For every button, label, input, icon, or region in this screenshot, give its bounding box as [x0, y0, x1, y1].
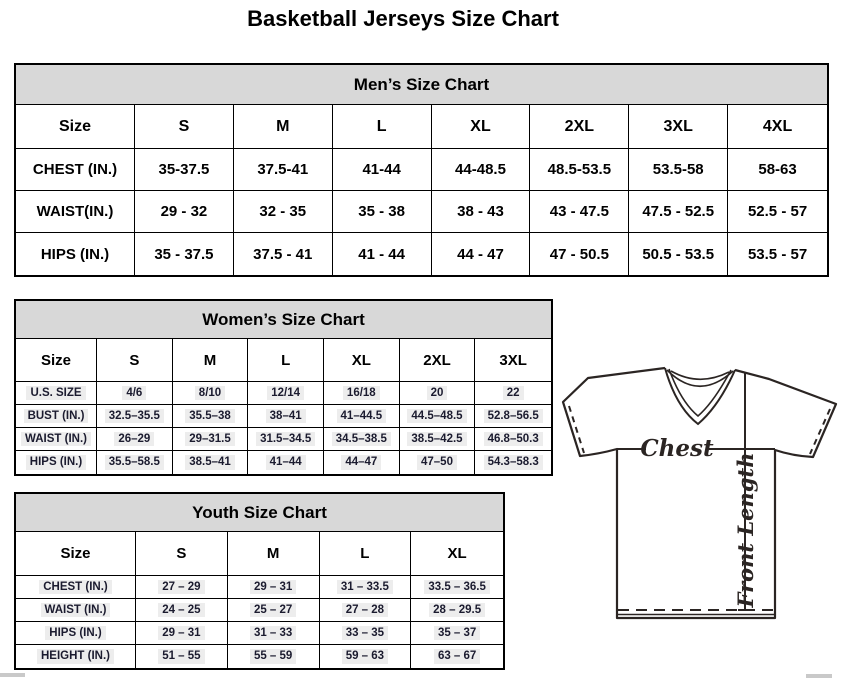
youth-header-cell: XL [411, 532, 503, 576]
youth-value-cell-text: 29 – 31 [158, 626, 204, 641]
mens-value-cell: 53.5 - 57 [747, 245, 808, 263]
youth-value-cell-text: 28 – 29.5 [429, 603, 485, 618]
youth-size-table [14, 492, 505, 670]
womens-value-cell-text: 22 [503, 386, 524, 401]
mens-value-cell: 48.5-53.5 [530, 149, 629, 191]
womens-size-table [14, 299, 553, 476]
womens-row-label-text: U.S. SIZE [26, 386, 85, 401]
youth-value-cell-text: 24 – 25 [158, 603, 204, 618]
mens-row-label: WAIST(IN.) [16, 191, 135, 233]
youth-value-cell [320, 599, 412, 622]
youth-value-cell [320, 622, 412, 645]
mens-row-label: CHEST (IN.) [16, 149, 135, 191]
youth-value-cell-text: 31 – 33 [250, 626, 296, 641]
youth-value-cell-text: 63 – 67 [434, 649, 480, 664]
youth-row-label-text: WAIST (IN.) [41, 603, 111, 618]
mens-header-cell: M [234, 105, 333, 149]
mens-row-label: HIPS (IN.) [16, 233, 135, 275]
youth-value-cell-text: 55 – 59 [250, 649, 296, 664]
womens-row-label-text: WAIST (IN.) [21, 432, 91, 447]
youth-value-cell [136, 645, 228, 668]
mens-table-grid [16, 105, 827, 275]
youth-value-cell [411, 645, 503, 668]
mens-value-cell: 58-63 [728, 149, 827, 191]
womens-value-cell-text: 8/10 [195, 386, 225, 401]
womens-value-cell [400, 405, 476, 428]
mens-header-cell: 3XL [629, 105, 728, 149]
womens-value-cell-text: 54.3–58.3 [484, 455, 543, 470]
womens-value-cell [173, 428, 249, 451]
horizontal-scrollbar-fragment-left[interactable] [0, 673, 25, 677]
womens-value-cell-text: 4/6 [122, 386, 146, 401]
womens-row-label [16, 405, 97, 428]
jersey-measurement-diagram [555, 360, 843, 636]
mens-header-cell: Size [16, 105, 135, 149]
youth-row-label [16, 622, 136, 645]
youth-table-title: Youth Size Chart [16, 494, 503, 532]
mens-header-cell: 2XL [530, 105, 629, 149]
womens-value-cell-text: 52.8–56.5 [484, 409, 543, 424]
womens-value-cell-text: 38–41 [266, 409, 306, 424]
youth-value-cell [228, 645, 320, 668]
youth-value-cell [136, 576, 228, 599]
womens-value-cell [248, 405, 324, 428]
mens-value-cell: 41 - 44 [333, 233, 432, 275]
womens-value-cell-text: 35.5–38 [185, 409, 235, 424]
youth-row-label [16, 576, 136, 599]
youth-header-cell: Size [16, 532, 136, 576]
womens-value-cell-text: 38.5–41 [185, 455, 235, 470]
womens-row-label [16, 382, 97, 405]
womens-value-cell-text: 31.5–34.5 [256, 432, 315, 447]
womens-value-cell [248, 382, 324, 405]
youth-value-cell-text: 27 – 28 [342, 603, 388, 618]
womens-header-cell: 3XL [475, 339, 551, 382]
youth-value-cell [136, 622, 228, 645]
womens-header-cell: 2XL [400, 339, 476, 382]
youth-value-cell [228, 576, 320, 599]
youth-table-grid [16, 532, 503, 668]
mens-header-cell: 4XL [728, 105, 827, 149]
womens-value-cell [97, 382, 173, 405]
womens-value-cell [324, 428, 400, 451]
womens-table-title: Women’s Size Chart [16, 301, 551, 339]
youth-value-cell [228, 622, 320, 645]
womens-value-cell-text: 44–47 [341, 455, 381, 470]
back-collar-arc-shallow [671, 371, 729, 379]
womens-header-cell: XL [324, 339, 400, 382]
youth-value-cell-text: 27 – 29 [158, 580, 204, 595]
womens-value-cell [475, 428, 551, 451]
mens-size-table [14, 63, 829, 277]
womens-header-cell: Size [16, 339, 97, 382]
mens-value-cell: 35-37.5 [135, 149, 234, 191]
horizontal-scrollbar-fragment-right[interactable] [806, 674, 832, 678]
womens-value-cell [97, 428, 173, 451]
mens-value-cell: 41-44 [333, 149, 432, 191]
womens-row-label [16, 428, 97, 451]
youth-value-cell [320, 645, 412, 668]
womens-value-cell [97, 405, 173, 428]
womens-value-cell-text: 26–29 [114, 432, 154, 447]
youth-header-cell: M [228, 532, 320, 576]
womens-value-cell-text: 20 [427, 386, 448, 401]
mens-table-title: Men’s Size Chart [16, 65, 827, 105]
youth-row-label-text: HEIGHT (IN.) [37, 649, 114, 664]
womens-value-cell [475, 382, 551, 405]
womens-value-cell-text: 41–44.5 [337, 409, 387, 424]
youth-value-cell [320, 576, 412, 599]
mens-value-cell: 44 - 47 [432, 233, 531, 275]
mens-header-cell: S [135, 105, 234, 149]
womens-header-cell: M [173, 339, 249, 382]
womens-value-cell [248, 451, 324, 474]
womens-value-cell [400, 451, 476, 474]
womens-value-cell-text: 38.5–42.5 [407, 432, 466, 447]
womens-row-label-text: BUST (IN.) [24, 409, 89, 424]
womens-value-cell [475, 451, 551, 474]
front-length-label: Front Length [733, 452, 758, 608]
youth-value-cell [411, 599, 503, 622]
mens-value-cell: 37.5 - 41 [234, 233, 333, 275]
womens-value-cell-text: 32.5–35.5 [105, 409, 164, 424]
mens-value-cell: 35 - 37.5 [135, 233, 234, 275]
youth-value-cell-text: 35 – 37 [434, 626, 480, 641]
youth-value-cell-text: 51 – 55 [158, 649, 204, 664]
jersey-outline [563, 368, 836, 618]
right-cuff-dashed-line [810, 409, 830, 454]
mens-value-cell: 38 - 43 [432, 191, 531, 233]
womens-value-cell-text: 46.8–50.3 [484, 432, 543, 447]
youth-header-cell: L [320, 532, 412, 576]
mens-value-cell: 50.5 - 53.5 [629, 233, 728, 275]
womens-value-cell-text: 44.5–48.5 [407, 409, 466, 424]
youth-row-label [16, 645, 136, 668]
womens-value-cell [248, 428, 324, 451]
womens-value-cell [173, 382, 249, 405]
womens-value-cell [324, 405, 400, 428]
youth-header-cell: S [136, 532, 228, 576]
womens-value-cell [173, 451, 249, 474]
youth-value-cell-text: 59 – 63 [342, 649, 388, 664]
womens-value-cell-text: 47–50 [417, 455, 457, 470]
mens-header-cell: XL [432, 105, 531, 149]
mens-value-cell: 43 - 47.5 [530, 191, 629, 233]
womens-value-cell [400, 428, 476, 451]
womens-value-cell [324, 451, 400, 474]
mens-value-cell: 29 - 32 [135, 191, 234, 233]
womens-value-cell [97, 451, 173, 474]
youth-row-label-text: CHEST (IN.) [39, 580, 112, 595]
mens-value-cell: 32 - 35 [234, 191, 333, 233]
youth-value-cell [411, 576, 503, 599]
womens-value-cell-text: 29–31.5 [185, 432, 235, 447]
mens-value-cell: 47.5 - 52.5 [629, 191, 728, 233]
youth-value-cell-text: 33.5 – 36.5 [424, 580, 490, 595]
mens-value-cell: 52.5 - 57 [728, 191, 827, 233]
womens-table-grid [16, 339, 551, 474]
womens-header-cell: L [248, 339, 324, 382]
womens-row-label [16, 451, 97, 474]
womens-value-cell-text: 12/14 [267, 386, 304, 401]
womens-row-label-text: HIPS (IN.) [26, 455, 86, 470]
youth-value-cell [411, 622, 503, 645]
youth-row-label-text: HIPS (IN.) [45, 626, 105, 641]
chest-label: Chest [640, 435, 714, 462]
mens-value-cell: 47 - 50.5 [530, 233, 629, 275]
womens-value-cell [475, 405, 551, 428]
womens-value-cell [400, 382, 476, 405]
womens-value-cell [324, 382, 400, 405]
youth-value-cell [228, 599, 320, 622]
youth-value-cell-text: 29 – 31 [250, 580, 296, 595]
mens-value-cell: 37.5-41 [234, 149, 333, 191]
youth-value-cell [136, 599, 228, 622]
womens-value-cell-text: 41–44 [266, 455, 306, 470]
womens-value-cell-text: 16/18 [343, 386, 380, 401]
youth-value-cell-text: 33 – 35 [342, 626, 388, 641]
page-title: Basketball Jerseys Size Chart [247, 6, 559, 31]
youth-row-label [16, 599, 136, 622]
youth-value-cell-text: 31 – 33.5 [337, 580, 393, 595]
mens-header-cell: L [333, 105, 432, 149]
youth-value-cell-text: 25 – 27 [250, 603, 296, 618]
mens-value-cell: 53.5-58 [629, 149, 728, 191]
womens-value-cell-text: 35.5–58.5 [105, 455, 164, 470]
womens-value-cell-text: 34.5–38.5 [332, 432, 391, 447]
womens-header-cell: S [97, 339, 173, 382]
womens-value-cell [173, 405, 249, 428]
mens-value-cell: 44-48.5 [432, 149, 531, 191]
mens-value-cell: 35 - 38 [333, 191, 432, 233]
